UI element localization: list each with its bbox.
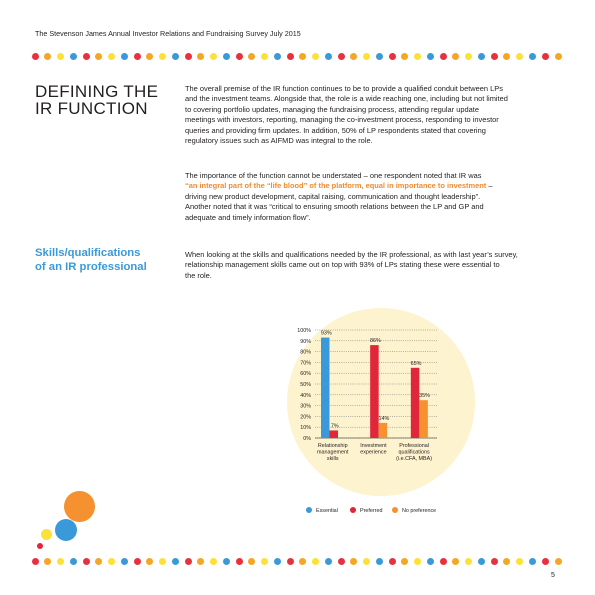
divider-dot [363,53,370,60]
divider-dot [95,53,102,60]
heading-line: IR FUNCTION [35,99,148,118]
legend-label: No preference [402,508,437,514]
legend-label: Essential [316,508,338,514]
category-label: (i.e.CFA, MBA) [396,456,433,462]
text-line: The overall premise of the IR function continues to be to provide a qualified conduit between LPs [185,84,503,93]
bar-essential [321,338,330,438]
divider-dot [427,558,434,565]
divider-dot [287,53,294,60]
divider-dot [248,558,255,565]
y-tick-label: 80% [300,349,311,356]
divider-dot [465,558,472,565]
divider-dot [134,558,141,565]
divider-dot [363,558,370,565]
divider-dot [146,53,153,60]
text-line: the role. [185,270,212,280]
divider-dot [452,53,459,60]
text-line: driving new product development, capital raising, communication and thought leadership”. [185,191,481,201]
y-tick-label: 70% [300,360,311,367]
divider-dot [121,53,128,60]
divider-dot [185,558,192,565]
decorative-circle-blue [55,519,77,541]
bar-preferred [370,345,379,438]
divider-dot [146,558,153,565]
divider-dot [516,53,523,60]
category-label: Investment [360,443,387,449]
divider-dot [350,53,357,60]
paragraph-skills [185,250,553,281]
divider-dot [83,53,90,60]
divider-dot [542,53,549,60]
quote-tail: – [486,181,493,191]
divider-dot [261,558,268,565]
divider-dot [312,53,319,60]
divider-dot [440,558,447,565]
divider-dot [376,53,383,60]
divider-dot [32,53,39,60]
y-tick-label: 0% [303,436,311,442]
text-line: regulatory issues such as AIFMD was integral to the role. [185,136,373,146]
divider-dot [223,53,230,60]
divider-dot [491,558,498,565]
divider-dot [427,53,434,60]
divider-dot [95,558,102,565]
divider-dot [389,53,396,60]
divider-dot [401,558,408,565]
divider-dot [261,53,268,60]
divider-dot [376,558,383,565]
y-tick-label: 30% [300,403,311,410]
dot-divider-top [35,53,558,61]
divider-dot [389,558,396,565]
divider-dot [57,53,64,60]
page-number: 5 [551,572,555,579]
divider-dot [70,53,77,60]
divider-dot [529,558,536,565]
divider-dot [478,53,485,60]
divider-dot [121,558,128,565]
data-label: 65% [410,360,422,367]
decorative-circle-red [37,543,43,549]
divider-dot [555,558,562,565]
text-line: relationship management skills came out on top with 93% of LPs stating these were essential to [185,260,500,270]
text-line: meetings with investors, reporting, managing the co-investment process, responding to investor [185,115,499,125]
highlighted-quote: “an integral part of the “life blood” of the platform, equal in importance to investment [185,181,487,191]
divider-dot [172,53,179,60]
divider-dot [108,53,115,60]
heading-line: Skills/qualifications [35,247,141,259]
divider-dot [555,53,562,60]
y-tick-label: 90% [300,338,311,345]
heading-line: of an IR professional [35,260,147,273]
category-label: experience [360,449,387,456]
divider-dot [325,53,332,60]
divider-dot [338,53,345,60]
bar-preferred [330,430,339,438]
divider-dot [44,558,51,565]
divider-dot [503,53,510,60]
divider-dot [197,558,204,565]
divider-dot [70,558,77,565]
section-heading-skills [35,247,147,274]
y-tick-label: 100% [297,328,311,334]
text-line: queries and providing firm updates. In addition, 50% of LP respondents stated that covering [185,125,486,135]
y-tick-label: 60% [300,371,311,378]
divider-dot [44,53,51,60]
text-line-quote [185,181,553,191]
divider-dot [414,53,421,60]
divider-dot [274,53,281,60]
legend-swatch [392,507,398,513]
divider-dot [287,558,294,565]
divider-dot [338,558,345,565]
divider-dot [83,558,90,565]
text-line: to covering portfolio updates, managing the fundraising process, attending regular update [185,104,479,114]
divider-dot [159,53,166,60]
divider-dot [542,558,549,565]
y-tick-label: 50% [300,382,311,388]
divider-dot [299,53,306,60]
text-line: When looking at the skills and qualifications needed by the IR professional, as with last year’s survey, [185,250,518,259]
decorative-circle-orange [64,491,95,522]
divider-dot [414,558,421,565]
text-line: Another noted that it was “critical to ensuring smooth relations between the LP and GP and [185,202,484,212]
divider-dot [491,53,498,60]
divider-dot [57,558,64,565]
divider-dot [452,558,459,565]
bar-no-preference [419,400,428,438]
data-label: 86% [370,338,381,345]
divider-dot [134,53,141,60]
divider-dot [274,558,281,565]
category-label: qualifications [398,449,430,456]
divider-dot [478,558,485,565]
divider-dot [401,53,408,60]
divider-dot [440,53,447,60]
text-line: and the investment teams. Alongside that, the role is a wide reaching one, including but not limited [185,94,508,104]
section-heading-ir-function [35,83,158,117]
data-label: 35% [419,393,430,400]
divider-dot [210,558,217,565]
y-tick-label: 10% [300,425,311,432]
y-tick-label: 40% [300,392,311,399]
divider-dot [503,558,510,565]
divider-dot [248,53,255,60]
divider-dot [197,53,204,60]
divider-dot [312,558,319,565]
legend-swatch [350,507,356,513]
divider-dot [325,558,332,565]
decorative-circle-yellow [41,529,52,540]
divider-dot [185,53,192,60]
divider-dot [159,558,166,565]
legend-label: Preferred [360,508,383,514]
legend-swatch [306,507,312,513]
paragraph-ir-importance [185,171,553,223]
paragraph-ir-premise [185,84,553,146]
data-label: 93% [320,330,332,337]
category-label: skills [326,456,339,462]
text-line: adequate and timely information flow”. [185,212,311,222]
bar-preferred [411,368,420,438]
divider-dot [32,558,39,565]
bar-no-preference [379,423,388,438]
data-label: 14% [378,415,390,422]
divider-dot [350,558,357,565]
heading-line: DEFINING THE [35,82,159,101]
text-line: The importance of the function cannot be understated – one respondent noted that IR was [185,171,482,180]
divider-dot [210,53,217,60]
data-label: 7% [330,423,339,430]
dot-divider-bottom [35,558,558,566]
divider-dot [236,53,243,60]
header-title: The Stevenson James Annual Investor Relations and Fundraising Survey July 2015 [35,29,301,38]
divider-dot [236,558,243,565]
divider-dot [172,558,179,565]
divider-dot [108,558,115,565]
category-label: management [317,449,349,456]
category-label: Relationship [317,443,348,449]
divider-dot [299,558,306,565]
divider-dot [529,53,536,60]
y-tick-label: 20% [300,414,311,421]
divider-dot [516,558,523,565]
divider-dot [223,558,230,565]
divider-dot [465,53,472,60]
category-label: Professional [399,443,429,449]
skills-bar-chart [287,320,477,520]
